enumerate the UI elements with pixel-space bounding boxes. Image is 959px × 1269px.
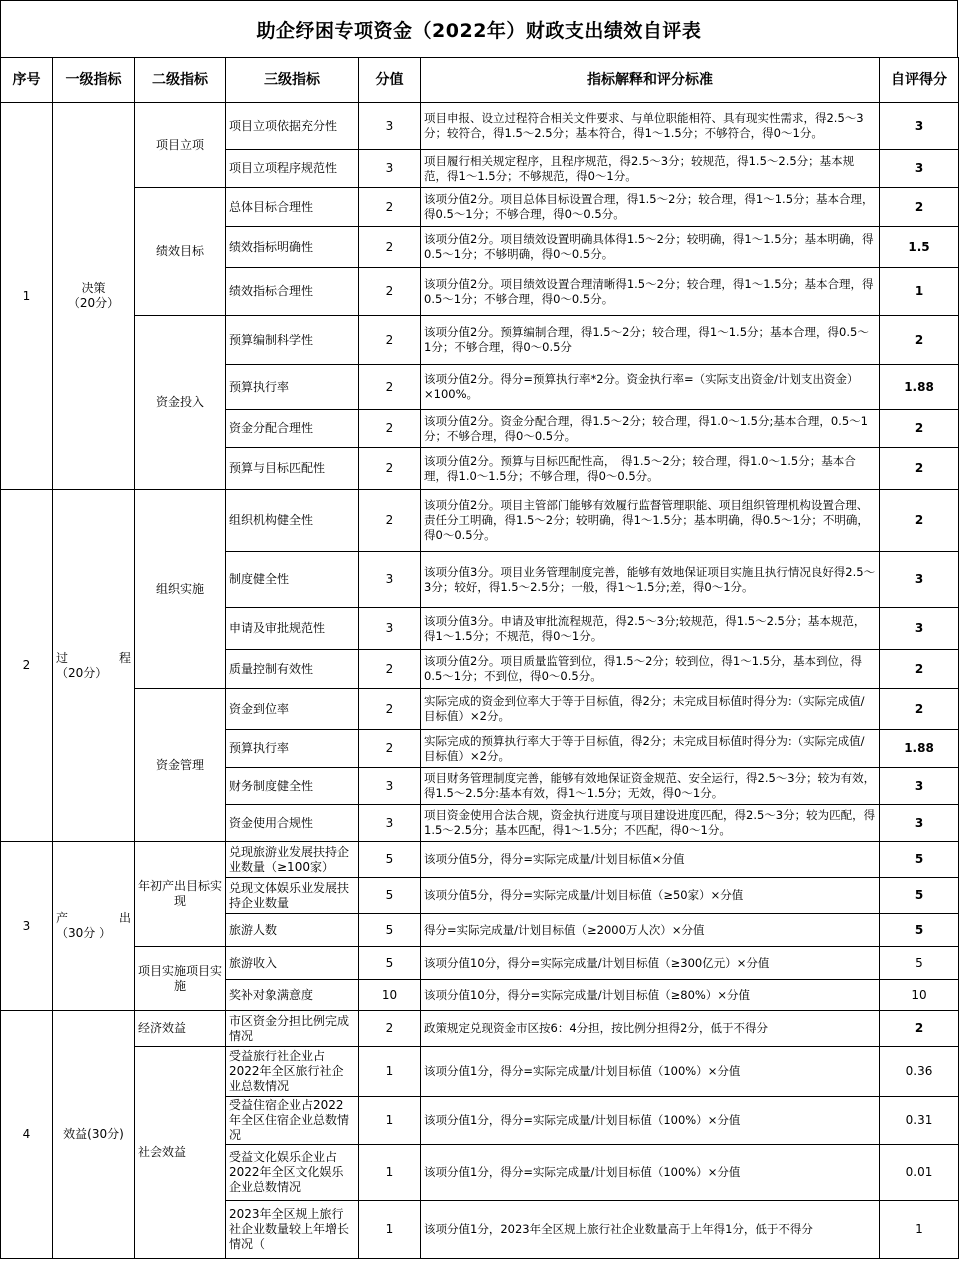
level1-cell [53, 490, 135, 842]
score-cell: 10 [880, 980, 959, 1011]
level1-score: （20分） [56, 665, 108, 680]
criteria-cell: 得分=实际完成量/计划目标值（≥2000万人次）×分值 [421, 914, 880, 947]
col-header-no: 序号 [1, 58, 53, 103]
criteria-cell: 该项分值1分，得分=实际完成量/计划目标值（100%）×分值 [421, 1097, 880, 1145]
level1-name: 产 出 [56, 911, 131, 925]
group-no: 1 [1, 103, 53, 490]
score-cell: 2 [880, 316, 959, 365]
criteria-cell: 该项分值2分。项目绩效设置合理清晰得1.5～2分；较合理，得1～1.5分；基本合理，得0.5～1分；不够合理，得0～0.5分。 [421, 268, 880, 316]
level3-cell: 预算编制科学性 [226, 316, 359, 365]
score-cell: 3 [880, 768, 959, 805]
page-title: 助企纾困专项资金（2022年）财政支出绩效自评表 [0, 0, 958, 57]
level1-cell [53, 103, 135, 490]
points-cell: 3 [359, 552, 421, 608]
table-row [1, 947, 959, 980]
group-no: 3 [1, 842, 53, 1011]
level3-cell: 项目立项依据充分性 [226, 103, 359, 150]
level2-cell: 绩效目标 [135, 188, 226, 316]
level3-cell: 预算执行率 [226, 365, 359, 410]
score-cell: 5 [880, 842, 959, 878]
col-header-score: 自评得分 [880, 58, 959, 103]
points-cell: 5 [359, 947, 421, 980]
criteria-cell: 项目履行相关规定程序，且程序规范，得2.5～3分；较规范，得1.5～2.5分；基本规范，得1～1.5分；不够规范，得0～1分。 [421, 150, 880, 188]
level3-cell: 旅游收入 [226, 947, 359, 980]
score-cell: 5 [880, 947, 959, 980]
criteria-cell: 项目申报、设立过程符合相关文件要求、与单位职能相符、具有现实性需求，得2.5～3分；较符合，得1.5～2.5分；基本符合，得1～1.5分；不够符合，得0～1分。 [421, 103, 880, 150]
level3-cell: 项目立项程序规范性 [226, 150, 359, 188]
level2-cell: 项目实施项目实施 [135, 947, 226, 1011]
level1-score: （30分 ） [56, 926, 112, 940]
level1-cell [53, 1011, 135, 1259]
score-cell: 3 [880, 805, 959, 842]
score-cell: 1.88 [880, 365, 959, 410]
level3-cell: 预算与目标匹配性 [226, 448, 359, 490]
points-cell: 5 [359, 878, 421, 914]
level1-name: 过 程 [56, 650, 131, 665]
level2-cell: 组织实施 [135, 490, 226, 689]
score-cell: 1.5 [880, 227, 959, 268]
level2-cell: 资金投入 [135, 316, 226, 490]
level3-cell: 资金到位率 [226, 689, 359, 730]
level3-cell: 资金使用合规性 [226, 805, 359, 842]
points-cell: 5 [359, 914, 421, 947]
level2-cell: 资金管理 [135, 689, 226, 842]
level3-cell: 受益住宿企业占2022年全区住宿企业总数情况 [226, 1097, 359, 1145]
criteria-cell: 该项分值2分。项目质量监管到位，得1.5～2分；较到位，得1～1.5分，基本到位，得0.5～1分；不到位，得0～0.5分。 [421, 650, 880, 689]
table-row [1, 490, 959, 552]
criteria-cell: 该项分值5分，得分=实际完成量/计划目标值（≥50家）×分值 [421, 878, 880, 914]
score-cell: 2 [880, 1011, 959, 1047]
score-cell: 2 [880, 490, 959, 552]
points-cell: 2 [359, 730, 421, 768]
table-row [1, 842, 959, 878]
points-cell: 3 [359, 608, 421, 650]
col-header-level3: 三级指标 [226, 58, 359, 103]
level2-cell: 年初产出目标实现 [135, 842, 226, 947]
score-cell: 3 [880, 608, 959, 650]
points-cell: 3 [359, 768, 421, 805]
score-cell: 5 [880, 914, 959, 947]
score-cell: 3 [880, 150, 959, 188]
points-cell: 1 [359, 1201, 421, 1259]
level2-cell: 社会效益 [135, 1047, 226, 1259]
criteria-cell: 该项分值2分。项目主管部门能够有效履行监督管理职能、项目组织管理机构设置合理、责任分工明确，得1.5～2分；较明确，得1～1.5分；基本明确，得0.5～1分；不明确，得0～0.5分。 [421, 490, 880, 552]
points-cell: 2 [359, 316, 421, 365]
criteria-cell: 该项分值2分。资金分配合理，得1.5～2分；较合理，得1.0～1.5分;基本合理，0.5～1分；不够合理，得0～0.5分。 [421, 410, 880, 448]
points-cell: 2 [359, 188, 421, 227]
level3-cell: 市区资金分担比例完成情况 [226, 1011, 359, 1047]
col-header-points: 分值 [359, 58, 421, 103]
level3-cell: 受益文化娱乐企业占2022年全区文化娱乐企业总数情况 [226, 1145, 359, 1201]
criteria-cell: 项目资金使用合法合规，资金执行进度与项目建设进度匹配，得2.5～3分；较为匹配，得1.5～2.5分；基本匹配，得1～1.5分；不匹配，得0～1分。 [421, 805, 880, 842]
level3-cell: 2023年全区规上旅行社企业数量较上年增长情况（ [226, 1201, 359, 1259]
points-cell: 1 [359, 1145, 421, 1201]
points-cell: 3 [359, 150, 421, 188]
header-row [1, 58, 959, 103]
points-cell: 2 [359, 227, 421, 268]
criteria-cell: 该项分值2分。预算编制合理，得1.5～2分；较合理，得1～1.5分；基本合理，得0.5～1分；不够合理，得0～0.5分 [421, 316, 880, 365]
table-row [1, 103, 959, 150]
points-cell: 2 [359, 490, 421, 552]
performance-table [0, 57, 959, 1259]
criteria-cell: 该项分值2分。得分=预算执行率*2分。资金执行率=（实际支出资金/计划支出资金）×100%。 [421, 365, 880, 410]
points-cell: 2 [359, 365, 421, 410]
score-cell: 0.01 [880, 1145, 959, 1201]
criteria-cell: 实际完成的预算执行率大于等于目标值，得2分；未完成目标值时得分为:（实际完成值/目标值）×2分。 [421, 730, 880, 768]
criteria-cell: 该项分值5分，得分=实际完成量/计划目标值×分值 [421, 842, 880, 878]
score-cell: 1 [880, 1201, 959, 1259]
score-cell: 0.31 [880, 1097, 959, 1145]
level1-name: 效益(30分) [63, 1127, 124, 1141]
score-cell: 2 [880, 188, 959, 227]
score-cell: 2 [880, 448, 959, 490]
level1-name: 决策 [81, 281, 106, 295]
level3-cell: 受益旅行社企业占2022年全区旅行社企业总数情况 [226, 1047, 359, 1097]
score-cell: 3 [880, 103, 959, 150]
criteria-cell: 该项分值10分，得分=实际完成量/计划目标值（≥80%）×分值 [421, 980, 880, 1011]
score-cell: 3 [880, 552, 959, 608]
points-cell: 10 [359, 980, 421, 1011]
criteria-cell: 该项分值2分。项目绩效设置明确具体得1.5～2分；较明确，得1～1.5分；基本明确，得0.5～1分；不够明确，得0～0.5分。 [421, 227, 880, 268]
criteria-cell: 政策规定兑现资金市区按6：4分担，按比例分担得2分，低于不得分 [421, 1011, 880, 1047]
level3-cell: 制度健全性 [226, 552, 359, 608]
level3-cell: 旅游人数 [226, 914, 359, 947]
criteria-cell: 该项分值1分，2023年全区规上旅行社企业数量高于上年得1分，低于不得分 [421, 1201, 880, 1259]
score-cell: 2 [880, 650, 959, 689]
points-cell: 2 [359, 650, 421, 689]
level3-cell: 兑现文体娱乐业发展扶持企业数量 [226, 878, 359, 914]
level2-cell: 经济效益 [135, 1011, 226, 1047]
points-cell: 1 [359, 1047, 421, 1097]
col-header-level1: 一级指标 [53, 58, 135, 103]
table-row [1, 188, 959, 227]
criteria-cell: 该项分值1分，得分=实际完成量/计划目标值（100%）×分值 [421, 1047, 880, 1097]
score-cell: 1.88 [880, 730, 959, 768]
points-cell: 2 [359, 268, 421, 316]
criteria-cell: 实际完成的资金到位率大于等于目标值，得2分；未完成目标值时得分为:（实际完成值/目标值）×2分。 [421, 689, 880, 730]
level3-cell: 预算执行率 [226, 730, 359, 768]
table-row [1, 316, 959, 365]
level3-cell: 绩效指标明确性 [226, 227, 359, 268]
criteria-cell: 该项分值1分，得分=实际完成量/计划目标值（100%）×分值 [421, 1145, 880, 1201]
level3-cell: 质量控制有效性 [226, 650, 359, 689]
criteria-cell: 该项分值3分。项目业务管理制度完善，能够有效地保证项目实施且执行情况良好得2.5～3分；较好，得1.5～2.5分；一般，得1～1.5分;差，得0～1分。 [421, 552, 880, 608]
col-header-criteria: 指标解释和评分标准 [421, 58, 880, 103]
criteria-cell: 该项分值2分。预算与目标匹配性高， 得1.5～2分；较合理，得1.0～1.5分；基本合理，得1.0～1.5分；不够合理，得0～0.5分。 [421, 448, 880, 490]
score-cell: 0.36 [880, 1047, 959, 1097]
level3-cell: 资金分配合理性 [226, 410, 359, 448]
score-cell: 5 [880, 878, 959, 914]
level3-cell: 总体目标合理性 [226, 188, 359, 227]
level3-cell: 申请及审批规范性 [226, 608, 359, 650]
score-cell: 2 [880, 689, 959, 730]
points-cell: 3 [359, 805, 421, 842]
level3-cell: 组织机构健全性 [226, 490, 359, 552]
criteria-cell: 项目财务管理制度完善，能够有效地保证资金规范、安全运行，得2.5～3分；较为有效，得1.5～2.5分:基本有效，得1～1.5分；无效，得0～1分。 [421, 768, 880, 805]
points-cell: 2 [359, 410, 421, 448]
points-cell: 2 [359, 1011, 421, 1047]
group-no: 4 [1, 1011, 53, 1259]
score-cell: 2 [880, 410, 959, 448]
level1-score: （20分） [67, 296, 120, 310]
level3-cell: 兑现旅游业发展扶持企业数量（≥100家） [226, 842, 359, 878]
col-header-level2: 二级指标 [135, 58, 226, 103]
criteria-cell: 该项分值2分。项目总体目标设置合理，得1.5～2分；较合理，得1～1.5分；基本合理，得0.5～1分；不够合理，得0～0.5分。 [421, 188, 880, 227]
points-cell: 5 [359, 842, 421, 878]
level3-cell: 财务制度健全性 [226, 768, 359, 805]
points-cell: 2 [359, 448, 421, 490]
table-row [1, 1011, 959, 1047]
points-cell: 2 [359, 689, 421, 730]
table-row [1, 689, 959, 730]
criteria-cell: 该项分值10分，得分=实际完成量/计划目标值（≥300亿元）×分值 [421, 947, 880, 980]
points-cell: 1 [359, 1097, 421, 1145]
criteria-cell: 该项分值3分。申请及审批流程规范，得2.5～3分;较规范，得1.5～2.5分；基本规范，得1～1.5分；不规范，得0～1分。 [421, 608, 880, 650]
level3-cell: 绩效指标合理性 [226, 268, 359, 316]
table-row [1, 1047, 959, 1097]
level1-cell [53, 842, 135, 1011]
group-no: 2 [1, 490, 53, 842]
level3-cell: 奖补对象满意度 [226, 980, 359, 1011]
level2-cell: 项目立项 [135, 103, 226, 188]
score-cell: 1 [880, 268, 959, 316]
points-cell: 3 [359, 103, 421, 150]
